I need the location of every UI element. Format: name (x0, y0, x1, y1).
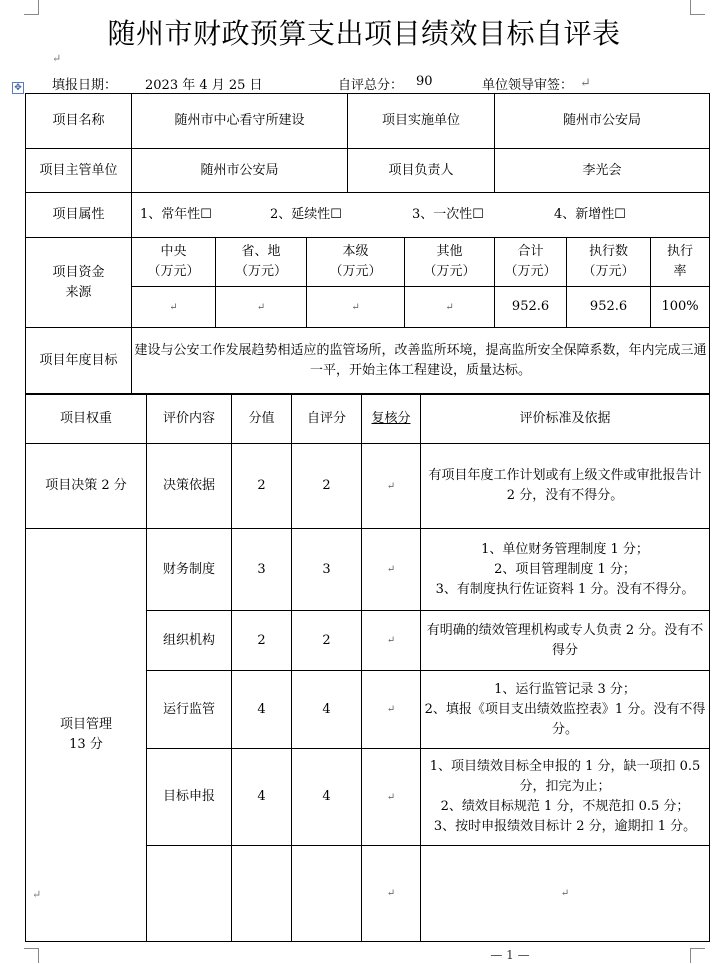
person-label: 项目负责人 (348, 149, 495, 193)
table-move-handle-icon[interactable]: ✥ (12, 82, 24, 94)
manager-unit-value: 随州市公安局 (132, 149, 348, 193)
eval-score-empty[interactable] (232, 846, 292, 942)
eval-self-score[interactable]: 3 (292, 529, 362, 611)
eval-group-management: 项目管理 13 分 (26, 529, 147, 942)
eval-criteria: 有项目年度工作计划或有上级文件或审批报告计 2 分，没有不得分。 (421, 444, 710, 529)
funding-label-line2: 来源 (65, 284, 92, 300)
crop-mark (690, 0, 705, 15)
funding-value-executed[interactable]: 952.6 (567, 287, 651, 328)
eval-review-score[interactable]: ↵ (362, 671, 421, 749)
paragraph-mark: ↵ (32, 888, 42, 901)
eval-review-score[interactable]: ↵ (362, 529, 421, 611)
eval-content: 组织机构 (147, 611, 232, 671)
eval-self-score[interactable]: 4 (292, 671, 362, 749)
eval-group-decision: 项目决策 2 分 (26, 444, 147, 529)
funding-col-local: 本级 （万元） (307, 238, 405, 287)
eval-content: 财务制度 (147, 529, 232, 611)
fill-date-label: 填报日期： (52, 78, 118, 93)
eval-self-score-empty[interactable] (292, 846, 362, 942)
project-name-value: 随州市中心看守所建设 (132, 94, 348, 149)
eval-self-score[interactable]: 4 (292, 749, 362, 846)
annual-goal-text[interactable]: 建设与公安工作发展趋势相适应的监管场所，改善监所环境，提高监所安全保障系数，年内完成三通一平，开始主体工程建设，质量达标。 (132, 328, 710, 394)
crop-mark (24, 0, 39, 15)
paragraph-mark: ↵ (580, 76, 591, 91)
score-value: 90 (416, 74, 433, 89)
eval-review-score-empty[interactable]: ↵ (362, 846, 421, 942)
attr-options (132, 193, 710, 238)
eval-score[interactable]: 2 (232, 611, 292, 671)
attr-option-continuing[interactable]: 2、延续性☐ (270, 207, 342, 222)
eval-criteria: 1、运行监管记录 3 分； 2、填报《项目支出绩效监控表》1 分。没有不得分。 (421, 671, 710, 749)
eval-header-self-score: 自评分 (292, 395, 362, 444)
impl-unit-value: 随州市公安局 (495, 94, 710, 149)
eval-criteria: 1、项目绩效目标全申报的 1 分，缺一项扣 0.5 分，扣完为止； 2、绩效目标规范 1 分，不规范扣 0.5 分； 3、按时申报绩效目标计 2 分，逾期扣 1 分。 (421, 749, 710, 846)
eval-review-score[interactable]: ↵ (362, 749, 421, 846)
funding-value-total[interactable]: 952.6 (495, 287, 567, 328)
attr-option-regular[interactable]: 1、常年性☐ (140, 207, 212, 222)
funding-label (26, 238, 132, 328)
funding-label-line1: 项目资金 (52, 264, 105, 280)
eval-review-score[interactable]: ↵ (362, 444, 421, 529)
eval-criteria: 有明确的绩效管理机构或专人负责 2 分。没有不得分 (421, 611, 710, 671)
person-value: 李光会 (495, 149, 710, 193)
attr-option-onetime[interactable]: 3、一次性☐ (412, 207, 484, 222)
info-table (25, 93, 710, 394)
page-number: — 1 — (490, 948, 530, 962)
funding-value-central[interactable]: ↵ (132, 287, 216, 328)
eval-content-empty[interactable] (147, 846, 232, 942)
eval-score[interactable]: 2 (232, 444, 292, 529)
impl-unit-label: 项目实施单位 (348, 94, 495, 149)
manager-unit-label: 项目主管单位 (26, 149, 132, 193)
eval-self-score[interactable]: 2 (292, 444, 362, 529)
funding-col-other: 其他 （万元） (405, 238, 495, 287)
leader-label: 单位领导审签： (482, 78, 574, 93)
annual-goal-label: 项目年度目标 (26, 328, 132, 394)
funding-value-local[interactable]: ↵ (307, 287, 405, 328)
eval-content: 决策依据 (147, 444, 232, 529)
funding-value-other[interactable]: ↵ (405, 287, 495, 328)
funding-value-rate[interactable]: 100% (651, 287, 710, 328)
project-name-label: 项目名称 (26, 94, 132, 149)
eval-content: 目标申报 (147, 749, 232, 846)
funding-col-rate: 执行 率 (651, 238, 710, 287)
document-title: 随州市财政预算支出项目绩效目标自评表 (107, 17, 621, 50)
eval-header-score: 分值 (232, 395, 292, 444)
eval-review-score[interactable]: ↵ (362, 611, 421, 671)
eval-score[interactable]: 4 (232, 671, 292, 749)
eval-criteria: 1、单位财务管理制度 1 分； 2、项目管理制度 1 分； 3、有制度执行佐证资料 1 分。没有不得分。 (421, 529, 710, 611)
eval-header-weight: 项目权重 (26, 395, 147, 444)
funding-col-total: 合计 （万元） (495, 238, 567, 287)
funding-col-executed: 执行数 （万元） (567, 238, 651, 287)
funding-col-province: 省、地 （万元） (216, 238, 307, 287)
funding-value-province[interactable]: ↵ (216, 287, 307, 328)
eval-content: 运行监管 (147, 671, 232, 749)
eval-header-content: 评价内容 (147, 395, 232, 444)
score-label: 自评总分： (338, 78, 404, 93)
paragraph-mark: ↵ (52, 52, 62, 65)
eval-score[interactable]: 3 (232, 529, 292, 611)
funding-col-central: 中央 （万元） (132, 238, 216, 287)
crop-mark (24, 948, 39, 963)
eval-score[interactable]: 4 (232, 749, 292, 846)
eval-table (25, 394, 710, 942)
attr-option-new[interactable]: 4、新增性☐ (554, 207, 626, 222)
eval-header-criteria: 评价标准及依据 (421, 395, 710, 444)
eval-self-score[interactable]: 2 (292, 611, 362, 671)
fill-date-value: 2023 年 4 月 25 日 (145, 78, 263, 93)
eval-criteria-empty[interactable]: ↵ (421, 846, 710, 942)
eval-header-review-score: 复核分 (362, 395, 421, 444)
attr-label: 项目属性 (26, 193, 132, 238)
